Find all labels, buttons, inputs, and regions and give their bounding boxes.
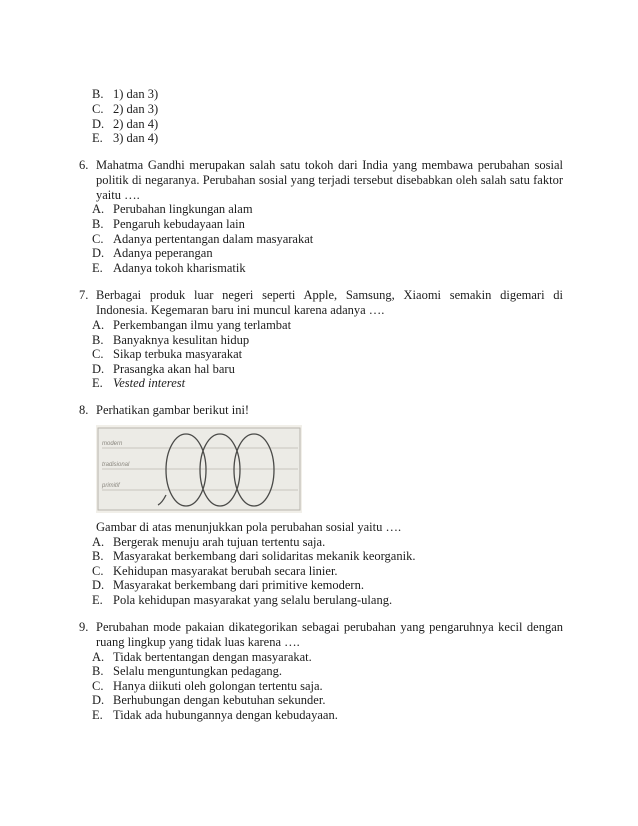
option-text: Masyarakat berkembang dari solidaritas mekanik keorganik. — [113, 549, 416, 563]
option-letter: D. — [92, 246, 105, 260]
option-letter: E. — [92, 708, 103, 722]
question-8-caption: Gambar di atas menunjukkan pola perubahan sosial yaitu …. — [96, 520, 402, 534]
option-letter: A. — [92, 318, 105, 332]
option-text: Vested interest — [113, 376, 186, 390]
option-text: 3) dan 4) — [113, 131, 159, 145]
option-text: Masyarakat berkembang dari primitive kemodern. — [113, 578, 364, 592]
stem-line: yaitu …. — [96, 188, 140, 202]
option-letter: B. — [92, 664, 104, 678]
question-number: 6. — [79, 158, 89, 172]
question-6-stem — [96, 158, 563, 203]
option-text: Berhubungan dengan kebutuhan sekunder. — [113, 693, 326, 707]
option-text: Kehidupan masyarakat berubah secara linier. — [113, 564, 338, 578]
stem-line: Indonesia. Kegemaran baru ini muncul karena adanya …. — [96, 303, 385, 317]
option-text: 2) dan 3) — [113, 102, 159, 116]
option-text: 1) dan 3) — [113, 87, 159, 101]
option-letter: A. — [92, 650, 105, 664]
option-letter: C. — [92, 564, 104, 578]
option-text: Tidak ada hubungannya dengan kebudayaan. — [113, 708, 338, 722]
spiral-change-figure — [96, 425, 302, 513]
stem-line: politik di negaranya. Perubahan sosial yang terjadi tersebut disebabkan oleh salah satu faktor — [96, 173, 563, 187]
option-letter: A. — [92, 535, 105, 549]
question-8-stem: Perhatikan gambar berikut ini! — [96, 403, 250, 417]
question-number: 8. — [79, 403, 89, 417]
option-letter: E. — [92, 261, 103, 275]
option-letter: D. — [92, 117, 105, 131]
option-text: Selalu menguntungkan pedagang. — [113, 664, 283, 678]
option-text: Bergerak menuju arah tujuan tertentu saja. — [113, 535, 326, 549]
figure-label: modern — [102, 441, 123, 447]
option-letter: C. — [92, 679, 104, 693]
option-letter: B. — [92, 333, 104, 347]
question-number: 7. — [79, 288, 89, 302]
stem-line: ruang lingkup yang tidak luas karena …. — [96, 635, 300, 649]
option-text: Pola kehidupan masyarakat yang selalu berulang-ulang. — [113, 593, 393, 607]
option-letter: C. — [92, 347, 104, 361]
option-text: 2) dan 4) — [113, 117, 159, 131]
option-text: Hanya diikuti oleh golongan tertentu saja. — [113, 679, 323, 693]
option-text: Banyaknya kesulitan hidup — [113, 333, 250, 347]
stem-line: Mahatma Gandhi merupakan salah satu tokoh dari India yang membawa perubahan sosial — [96, 158, 563, 172]
option-letter: E. — [92, 131, 103, 145]
option-text: Perkembangan ilmu yang terlambat — [113, 318, 292, 332]
stem-line: Berbagai produk luar negeri seperti Apple, Samsung, Xiaomi semakin digemari di — [96, 288, 563, 302]
option-letter: B. — [92, 87, 104, 101]
option-text: Adanya pertentangan dalam masyarakat — [113, 232, 314, 246]
option-text: Sikap terbuka masyarakat — [113, 347, 243, 361]
option-letter: A. — [92, 202, 105, 216]
option-letter: D. — [92, 362, 105, 376]
option-text: Pengaruh kebudayaan lain — [113, 217, 245, 231]
option-text: Adanya peperangan — [113, 246, 213, 260]
option-text: Perubahan lingkungan alam — [113, 202, 253, 216]
option-letter: C. — [92, 232, 104, 246]
option-letter: D. — [92, 693, 105, 707]
option-letter: C. — [92, 102, 104, 116]
stem-line: Perubahan mode pakaian dikategorikan sebagai perubahan yang pengaruhnya kecil dengan — [96, 620, 563, 634]
option-text: Adanya tokoh kharismatik — [113, 261, 246, 275]
figure-label: tradisional — [102, 462, 130, 468]
option-text: Tidak bertentangan dengan masyarakat. — [113, 650, 312, 664]
option-letter: B. — [92, 217, 104, 231]
option-letter: D. — [92, 578, 105, 592]
question-9-stem — [96, 620, 563, 650]
figure-label: primitif — [102, 483, 120, 489]
option-letter: E. — [92, 376, 103, 390]
option-letter: B. — [92, 549, 104, 563]
question-number: 9. — [79, 620, 89, 634]
option-text: Prasangka akan hal baru — [113, 362, 235, 376]
question-7-stem — [96, 288, 563, 318]
option-letter: E. — [92, 593, 103, 607]
